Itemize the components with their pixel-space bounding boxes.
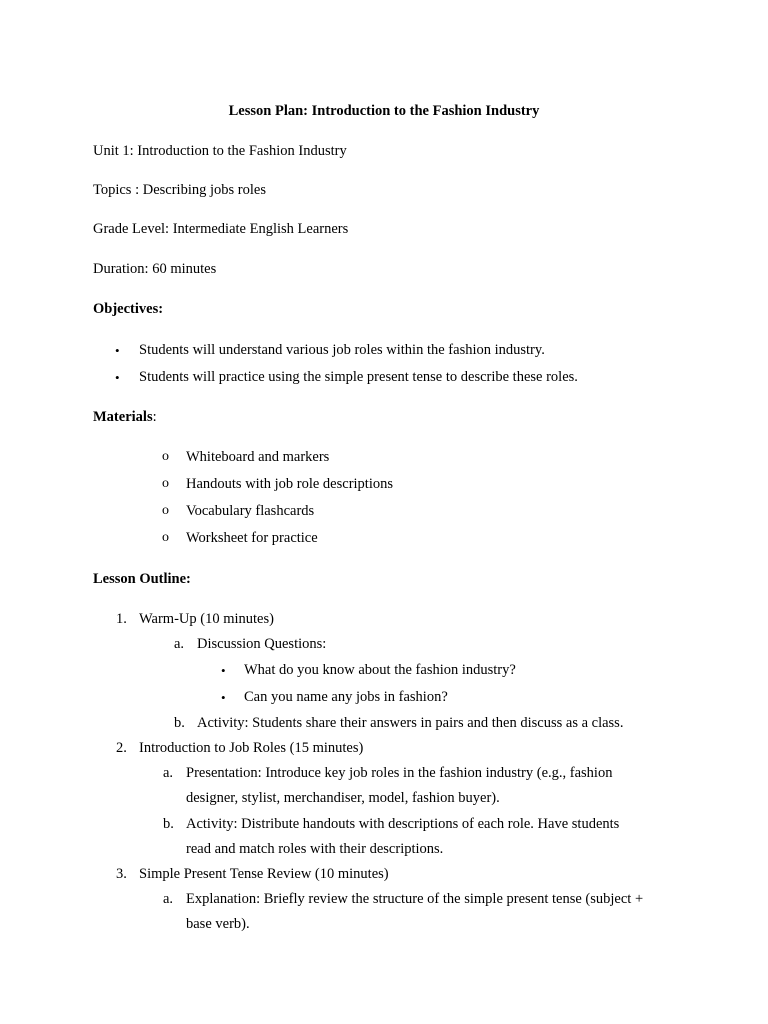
material-item: Vocabulary flashcards [186, 503, 315, 519]
bullet-icon: • [221, 663, 226, 678]
objective-item: Students will understand various job roles within the fashion industry. [139, 342, 545, 358]
section-number: 3. [116, 866, 127, 882]
subsection-text: Explanation: Briefly review the structure of the simple present tense (subject + [186, 891, 644, 907]
subsection-text: Activity: Students share their answers in pairs and then discuss as a class. [197, 715, 624, 731]
subsection-letter: a. [174, 636, 185, 652]
subsection-text-continued: base verb). [186, 916, 250, 932]
materials-heading [93, 408, 157, 426]
bullet-icon: • [221, 690, 226, 705]
section-label: Introduction to Job Roles (15 minutes) [139, 740, 364, 756]
materials-heading-text: Materials [93, 409, 153, 425]
subsection-letter: b. [174, 715, 185, 731]
section-label: Warm-Up (10 minutes) [139, 611, 274, 627]
materials-heading-colon: : [152, 409, 157, 425]
subsection-text-continued: read and match roles with their descriptions. [186, 841, 444, 857]
material-item: Handouts with job role descriptions [186, 476, 394, 492]
section-label: Simple Present Tense Review (10 minutes) [139, 866, 389, 882]
topics-line: Topics : Describing jobs roles [93, 182, 266, 198]
subsection-letter: a. [163, 765, 174, 781]
subsection-text-continued: designer, stylist, merchandiser, model, fashion buyer). [186, 790, 500, 806]
discussion-question: What do you know about the fashion industry? [244, 662, 516, 678]
circle-bullet-icon: o [162, 476, 169, 491]
objective-item: Students will practice using the simple present tense to describe these roles. [139, 369, 578, 385]
unit-line: Unit 1: Introduction to the Fashion Industry [93, 143, 347, 159]
circle-bullet-icon: o [162, 449, 169, 464]
subsection-text: Discussion Questions: [197, 636, 327, 652]
material-item: Whiteboard and markers [186, 449, 330, 465]
subsection-text: Presentation: Introduce key job roles in the fashion industry (e.g., fashion [186, 765, 613, 781]
subsection-letter: b. [163, 816, 174, 832]
section-number: 2. [116, 740, 127, 756]
circle-bullet-icon: o [162, 530, 169, 545]
material-item: Worksheet for practice [186, 530, 318, 546]
objectives-heading: Objectives: [93, 301, 164, 317]
bullet-icon: • [115, 343, 120, 358]
document-title: Lesson Plan: Introduction to the Fashion Industry [228, 103, 540, 119]
subsection-text: Activity: Distribute handouts with descriptions of each role. Have students [186, 816, 620, 832]
duration-line: Duration: 60 minutes [93, 261, 217, 277]
grade-level-line: Grade Level: Intermediate English Learners [93, 221, 349, 237]
subsection-letter: a. [163, 891, 174, 907]
bullet-icon: • [115, 370, 120, 385]
lesson-outline-heading: Lesson Outline: [93, 571, 191, 587]
circle-bullet-icon: o [162, 503, 169, 518]
section-number: 1. [116, 611, 127, 627]
discussion-question: Can you name any jobs in fashion? [244, 689, 448, 705]
